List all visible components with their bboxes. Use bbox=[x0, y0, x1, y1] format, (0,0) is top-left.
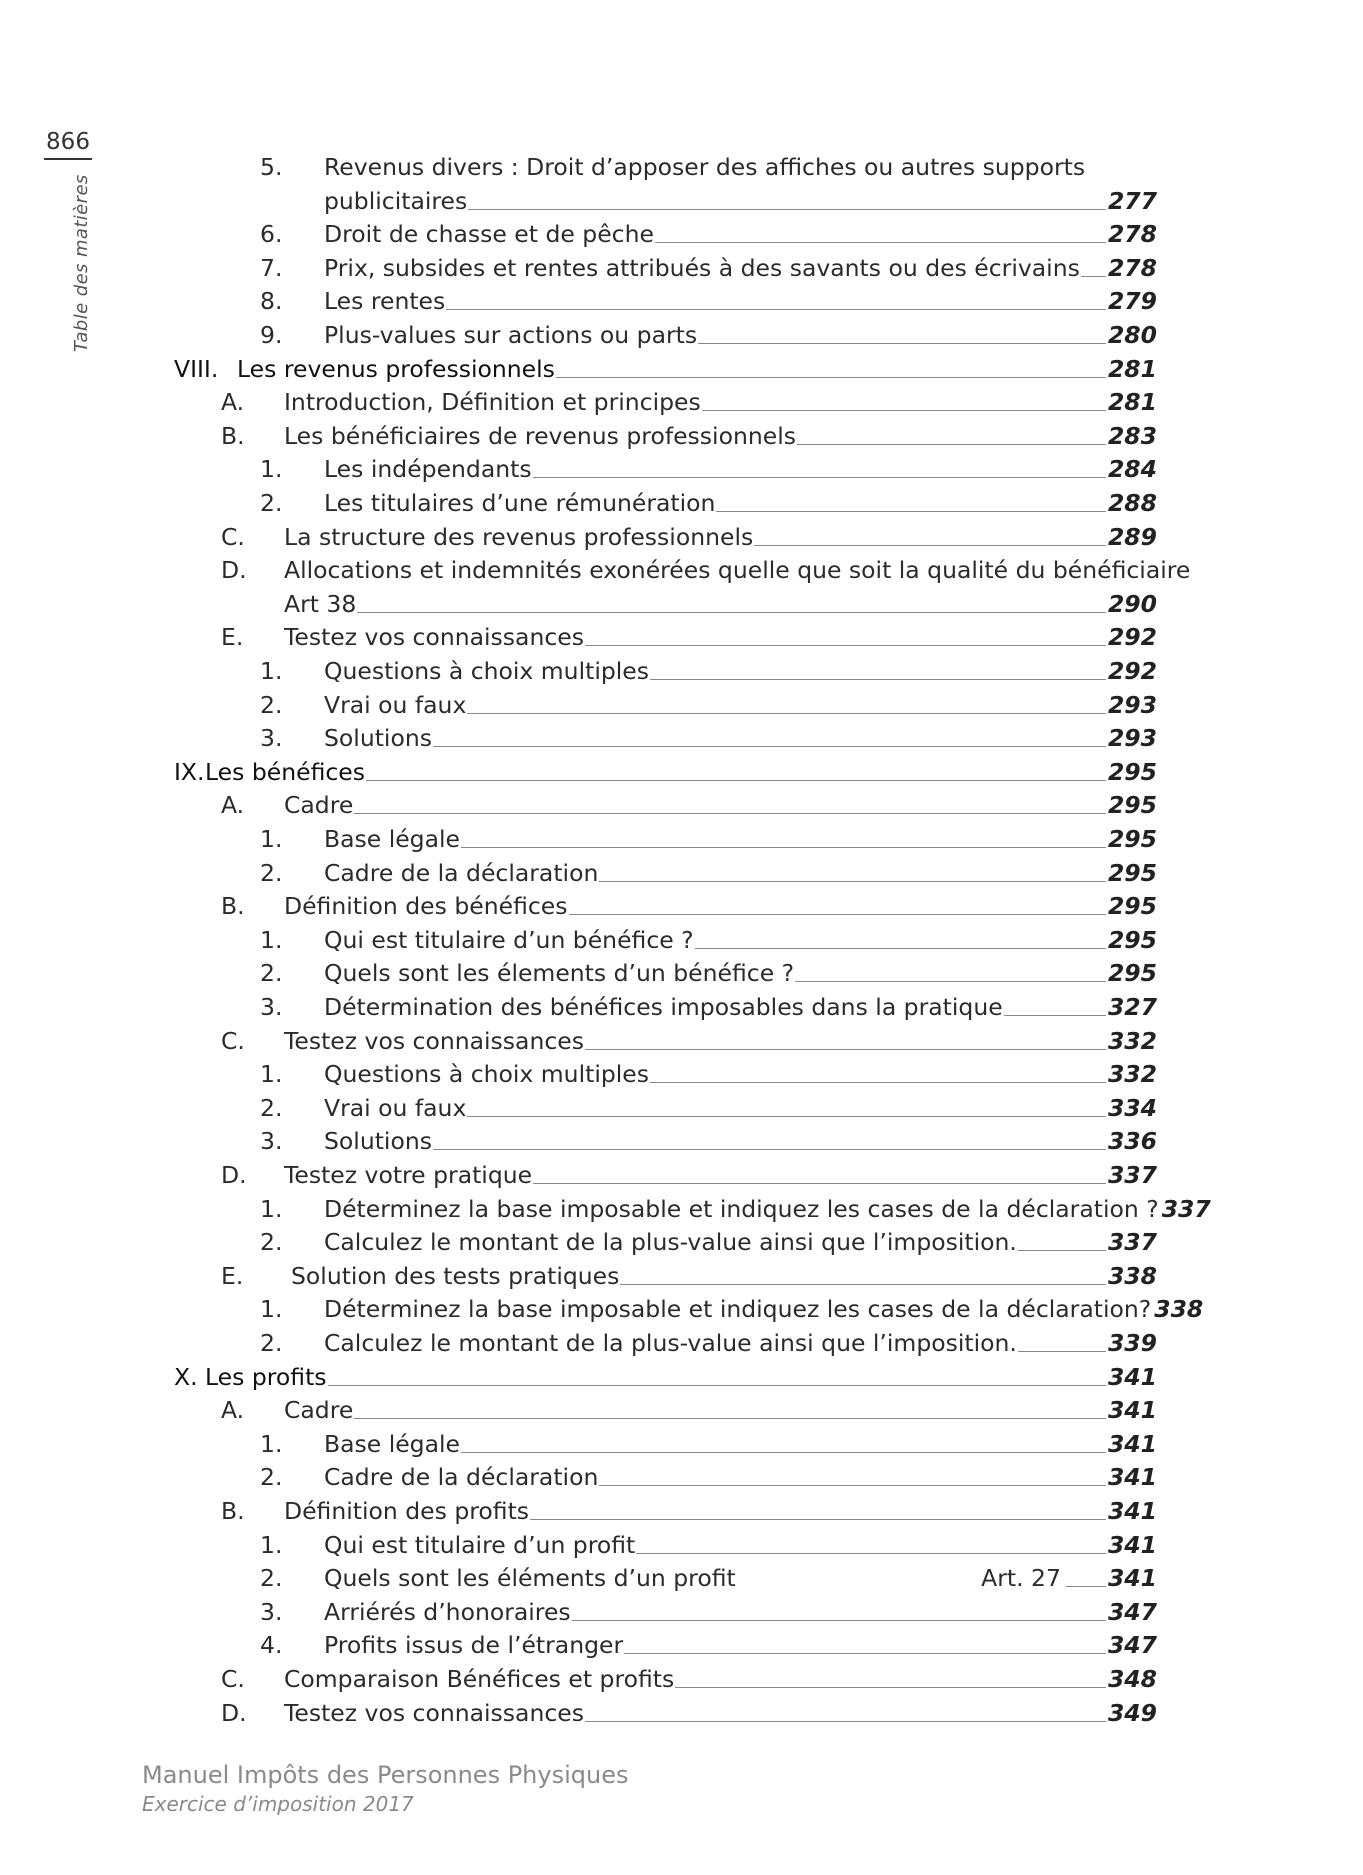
toc-entry bbox=[0, 184, 1363, 218]
toc-entry bbox=[0, 688, 1363, 722]
toc-entry-number: 3. bbox=[260, 1127, 283, 1156]
toc-entry-page: 292 bbox=[1107, 623, 1157, 652]
dot-leader bbox=[433, 1149, 1106, 1150]
dot-leader bbox=[467, 713, 1106, 714]
dot-leader bbox=[530, 1519, 1106, 1520]
toc-entry-title: Quels sont les élements d’un bénéfice ? bbox=[324, 959, 795, 988]
toc-entry-title: Les profits bbox=[205, 1362, 327, 1391]
dot-leader bbox=[461, 1452, 1106, 1453]
toc-entry bbox=[0, 1427, 1363, 1461]
toc-entry bbox=[0, 217, 1363, 251]
toc-entry-number: C. bbox=[221, 522, 245, 551]
toc-entry bbox=[0, 856, 1363, 890]
toc-entry-title: Testez vos connaissances bbox=[284, 1026, 584, 1055]
toc-entry bbox=[0, 452, 1363, 486]
toc-entry-number: 1. bbox=[260, 657, 283, 685]
toc-entry-title: Les bénéfices bbox=[205, 757, 366, 786]
toc-entry-number: 1. bbox=[260, 1060, 283, 1089]
toc-entry-number: 2. bbox=[260, 858, 283, 887]
toc-entry-title: Déterminez la base imposable et indiquez les cases de la déclaration? bbox=[324, 1295, 1152, 1324]
toc-entry bbox=[0, 1259, 1363, 1293]
toc-entry-number: 2. bbox=[260, 959, 283, 988]
toc-entry-number: 2. bbox=[260, 1228, 283, 1257]
dot-leader bbox=[533, 477, 1106, 478]
toc-entry-page: 327 bbox=[1107, 993, 1157, 1021]
toc-entry-title: Cadre bbox=[284, 791, 354, 820]
toc-entry-number: 3. bbox=[260, 993, 283, 1021]
dot-leader bbox=[354, 813, 1106, 814]
toc-entry-number: A. bbox=[221, 791, 245, 820]
toc-entry-title: Questions à choix multiples bbox=[324, 657, 649, 685]
toc-entry-page: 295 bbox=[1107, 892, 1157, 921]
toc-entry-number: 1. bbox=[260, 1194, 283, 1223]
toc-entry-number: A. bbox=[221, 388, 245, 417]
toc-entry-number: 9. bbox=[260, 321, 283, 349]
toc-entry-number: IX. bbox=[174, 757, 205, 786]
dot-leader bbox=[467, 1116, 1106, 1117]
toc-entry bbox=[0, 284, 1363, 318]
dot-leader bbox=[366, 780, 1106, 781]
toc-entry-title: Art 38 bbox=[284, 589, 357, 618]
dot-leader bbox=[1018, 1351, 1106, 1352]
toc-entry-page: 277 bbox=[1107, 186, 1157, 215]
toc-entry-number: X. bbox=[174, 1362, 198, 1391]
toc-entry-page: 341 bbox=[1107, 1530, 1157, 1559]
toc-entry-title: Cadre de la déclaration bbox=[324, 1463, 599, 1492]
toc-entry-page: 280 bbox=[1107, 321, 1157, 349]
dot-leader bbox=[572, 1620, 1106, 1621]
toc-entry-title: Profits issus de l’étranger bbox=[324, 1631, 624, 1660]
toc-entry-title: Questions à choix multiples bbox=[324, 1060, 649, 1089]
toc-entry bbox=[0, 889, 1363, 923]
toc-entry-page: 293 bbox=[1107, 724, 1157, 753]
toc-entry-title: Droit de chasse et de pêche bbox=[324, 220, 654, 249]
dot-leader bbox=[599, 881, 1106, 882]
toc-entry-page: 288 bbox=[1107, 489, 1157, 517]
toc-entry-number: 3. bbox=[260, 724, 283, 753]
toc-entry-title: Plus-values sur actions ou parts bbox=[324, 321, 698, 349]
toc-entry-number: 2. bbox=[260, 1564, 283, 1593]
toc-entry-number: 2. bbox=[260, 1463, 283, 1492]
toc-entry-page: 295 bbox=[1107, 858, 1157, 887]
toc-entry-number: 2. bbox=[260, 690, 283, 719]
toc-entry bbox=[0, 1595, 1363, 1629]
toc-entry-page: 295 bbox=[1107, 757, 1157, 786]
toc-entry-title: Introduction, Définition et principes bbox=[284, 388, 701, 417]
toc-entry bbox=[0, 1662, 1363, 1696]
dot-leader bbox=[797, 444, 1106, 445]
toc-entry bbox=[0, 1628, 1363, 1662]
dot-leader bbox=[716, 511, 1106, 512]
toc-entry-number: VIII. bbox=[174, 354, 219, 383]
toc-entry-page: 278 bbox=[1107, 220, 1157, 249]
toc-entry-title: Qui est titulaire d’un bénéfice ? bbox=[324, 925, 694, 954]
toc-entry-page: 290 bbox=[1107, 589, 1157, 618]
toc-entry bbox=[0, 923, 1363, 957]
toc-entry bbox=[0, 1158, 1363, 1192]
toc-entry-title: Détermination des bénéfices imposables dans la pratique bbox=[324, 993, 1003, 1021]
toc-entry-page: 281 bbox=[1107, 388, 1157, 417]
toc-entry bbox=[0, 654, 1363, 688]
toc-entry-title: Calculez le montant de la plus-value ainsi que l’imposition. bbox=[324, 1228, 1017, 1257]
toc-entry bbox=[0, 990, 1363, 1024]
toc-entry-page: 292 bbox=[1107, 657, 1157, 685]
toc-entry-page: 337 bbox=[1107, 1228, 1157, 1257]
dot-leader bbox=[1066, 1586, 1106, 1587]
toc-entry-title: Solutions bbox=[324, 1127, 432, 1156]
toc-entry-page: 341 bbox=[1107, 1429, 1157, 1458]
toc-entry-page: 347 bbox=[1107, 1597, 1157, 1626]
toc-entry-number: 1. bbox=[260, 825, 283, 853]
toc-entry-number: 8. bbox=[260, 287, 283, 316]
toc-entry bbox=[0, 1561, 1363, 1595]
toc-entry-page: 341 bbox=[1107, 1362, 1157, 1391]
toc-entry-number: B. bbox=[221, 1497, 245, 1525]
dot-leader bbox=[702, 410, 1106, 411]
dot-leader bbox=[533, 1183, 1106, 1184]
toc-entry-number: E. bbox=[221, 1261, 244, 1290]
toc-entry-number: D. bbox=[221, 1161, 247, 1189]
toc-entry bbox=[0, 553, 1363, 587]
toc-entry-title: Solutions bbox=[324, 724, 432, 753]
toc-entry bbox=[0, 520, 1363, 554]
toc-entry-page: 284 bbox=[1107, 455, 1157, 484]
toc-entry-title: Les bénéficiaires de revenus professionnels bbox=[284, 421, 796, 450]
toc-entry-page: 341 bbox=[1107, 1463, 1157, 1492]
toc-entry-title: Déterminez la base imposable et indiquez les cases de la déclaration ? bbox=[324, 1194, 1159, 1223]
toc-entry-article-ref: Art. 27 bbox=[981, 1564, 1061, 1593]
toc-entry-title: Testez votre pratique bbox=[284, 1161, 533, 1189]
toc-entry-number: 1. bbox=[260, 1530, 283, 1559]
toc-entry-title: publicitaires bbox=[324, 186, 468, 215]
toc-entry-page: 279 bbox=[1107, 287, 1157, 316]
toc-entry-title: Les indépendants bbox=[324, 455, 532, 484]
toc-entry bbox=[0, 318, 1363, 352]
dot-leader bbox=[655, 242, 1106, 243]
toc-entry-title: Vrai ou faux bbox=[324, 1093, 467, 1122]
toc-entry-number: 1. bbox=[260, 1429, 283, 1458]
toc-entry-number: 4. bbox=[260, 1631, 283, 1660]
toc-entry-number: D. bbox=[221, 1698, 247, 1727]
toc-entry-title: Quels sont les éléments d’un profit bbox=[324, 1564, 736, 1593]
toc-entry-number: D. bbox=[221, 556, 247, 585]
toc-entry bbox=[0, 1393, 1363, 1427]
toc-entry-page: 347 bbox=[1107, 1631, 1157, 1660]
toc-entry-title: Vrai ou faux bbox=[324, 690, 467, 719]
dot-leader bbox=[585, 1049, 1106, 1050]
toc-entry-page: 337 bbox=[1161, 1194, 1211, 1223]
dot-leader bbox=[1018, 1250, 1106, 1251]
dot-leader bbox=[446, 309, 1106, 310]
toc-entry bbox=[0, 620, 1363, 654]
toc-entry bbox=[0, 755, 1363, 789]
toc-entry-page: 338 bbox=[1107, 1261, 1157, 1290]
dot-leader bbox=[624, 1653, 1106, 1654]
toc-entry-number: C. bbox=[221, 1665, 245, 1693]
toc-entry bbox=[0, 788, 1363, 822]
toc-entry-title: Testez vos connaissances bbox=[284, 623, 584, 652]
toc-entry-title: Prix, subsides et rentes attribués à des savants ou des écrivains bbox=[324, 253, 1080, 282]
toc-entry-page: 332 bbox=[1107, 1060, 1157, 1089]
dot-leader bbox=[650, 1082, 1106, 1083]
toc-entry bbox=[0, 1192, 1363, 1226]
toc-entry bbox=[0, 1225, 1363, 1259]
toc-entry-title: Qui est titulaire d’un profit bbox=[324, 1530, 636, 1559]
toc-entry bbox=[0, 419, 1363, 453]
dot-leader bbox=[585, 645, 1106, 646]
toc-entry bbox=[0, 1360, 1363, 1394]
toc-entry-page: 295 bbox=[1107, 791, 1157, 820]
toc-entry-page: 337 bbox=[1107, 1161, 1157, 1189]
dot-leader bbox=[468, 209, 1106, 210]
toc-entry bbox=[0, 385, 1363, 419]
toc-entry bbox=[0, 1024, 1363, 1058]
toc-entry-page: 334 bbox=[1107, 1093, 1157, 1122]
toc-entry-title: Arriérés d’honoraires bbox=[324, 1597, 571, 1626]
toc-entry bbox=[0, 721, 1363, 755]
toc-entry-number: 3. bbox=[260, 1597, 283, 1626]
running-head: Table des matières bbox=[71, 174, 92, 352]
toc-entry bbox=[0, 1124, 1363, 1158]
toc-entry-title: Solution des tests pratiques bbox=[291, 1261, 620, 1290]
toc-entry-page: 341 bbox=[1107, 1396, 1157, 1425]
toc-entry-title: La structure des revenus professionnels bbox=[284, 522, 754, 551]
toc-entry-page: 348 bbox=[1107, 1665, 1157, 1693]
dot-leader bbox=[636, 1553, 1106, 1554]
dot-leader bbox=[433, 746, 1106, 747]
toc-entry-number: E. bbox=[221, 623, 244, 652]
toc-entry bbox=[0, 956, 1363, 990]
toc-entry-title: Calculez le montant de la plus-value ainsi que l’imposition. bbox=[324, 1329, 1017, 1357]
toc-entry-page: 295 bbox=[1107, 825, 1157, 853]
toc-entry-number: 5. bbox=[260, 153, 283, 181]
dot-leader bbox=[695, 948, 1106, 949]
toc-entry-title: Base légale bbox=[324, 825, 460, 853]
toc-entry bbox=[0, 1528, 1363, 1562]
dot-leader bbox=[620, 1284, 1106, 1285]
toc-entry-page: 293 bbox=[1107, 690, 1157, 719]
toc-entry-number: 2. bbox=[260, 1093, 283, 1122]
toc-entry-page: 332 bbox=[1107, 1026, 1157, 1055]
toc-entry bbox=[0, 1057, 1363, 1091]
dot-leader bbox=[754, 545, 1106, 546]
toc-entry-title: Allocations et indemnités exonérées quelle que soit la qualité du bénéficiaire bbox=[284, 556, 1191, 585]
dot-leader bbox=[795, 981, 1106, 982]
toc-entry bbox=[0, 1326, 1363, 1360]
toc-entry-number: 1. bbox=[260, 1295, 283, 1324]
toc-entry-page: 281 bbox=[1107, 354, 1157, 383]
toc-entry bbox=[0, 352, 1363, 386]
toc-entry-page: 278 bbox=[1107, 253, 1157, 282]
toc-entry-number: 1. bbox=[260, 455, 283, 484]
toc-entry-number: 6. bbox=[260, 220, 283, 249]
dot-leader bbox=[1004, 1015, 1106, 1016]
dot-leader bbox=[675, 1687, 1106, 1688]
toc-entry bbox=[0, 1494, 1363, 1528]
toc-entry-number: 2. bbox=[260, 1329, 283, 1357]
toc-entry-title: Cadre de la déclaration bbox=[324, 858, 599, 887]
toc-entry-page: 295 bbox=[1107, 959, 1157, 988]
toc-entry bbox=[0, 251, 1363, 285]
toc-entry bbox=[0, 150, 1363, 184]
toc-entry bbox=[0, 1696, 1363, 1730]
toc-entry-page: 338 bbox=[1154, 1295, 1204, 1324]
dot-leader bbox=[599, 1485, 1106, 1486]
dot-leader bbox=[569, 914, 1106, 915]
toc-entry-number: 1. bbox=[260, 925, 283, 954]
footer-subtitle: Exercice d’imposition 2017 bbox=[142, 1792, 414, 1816]
toc-entry-title: Définition des bénéfices bbox=[284, 892, 568, 921]
toc-entry-title: Comparaison Bénéfices et profits bbox=[284, 1665, 675, 1693]
dot-leader bbox=[354, 1418, 1106, 1419]
toc-entry-number: 7. bbox=[260, 253, 283, 282]
toc-entry-title: Les titulaires d’une rémunération bbox=[324, 489, 716, 517]
dot-leader bbox=[1081, 276, 1106, 277]
toc-entry bbox=[0, 486, 1363, 520]
toc-entry bbox=[0, 1460, 1363, 1494]
toc-entry-page: 341 bbox=[1107, 1564, 1157, 1593]
toc-entry-number: 2. bbox=[260, 489, 283, 517]
footer-title: Manuel Impôts des Personnes Physiques bbox=[142, 1761, 629, 1789]
toc-entry-page: 341 bbox=[1107, 1497, 1157, 1525]
toc-entry-title: Cadre bbox=[284, 1396, 354, 1425]
dot-leader bbox=[328, 1385, 1106, 1386]
dot-leader bbox=[698, 343, 1106, 344]
toc-entry-title: Les revenus professionnels bbox=[237, 354, 555, 383]
toc-entry-page: 339 bbox=[1107, 1329, 1157, 1357]
dot-leader bbox=[650, 679, 1106, 680]
page-number: 866 bbox=[44, 129, 92, 160]
toc-entry bbox=[0, 1091, 1363, 1125]
toc-entry-page: 336 bbox=[1107, 1127, 1157, 1156]
dot-leader bbox=[556, 377, 1106, 378]
toc-entry-title: Revenus divers : Droit d’apposer des affiches ou autres supports bbox=[324, 153, 1086, 181]
toc-entry-page: 289 bbox=[1107, 522, 1157, 551]
toc-entry-number: B. bbox=[221, 421, 245, 450]
dot-leader bbox=[461, 847, 1106, 848]
toc-entry-page: 349 bbox=[1107, 1698, 1157, 1727]
toc-entry-number: C. bbox=[221, 1026, 245, 1055]
toc-entry-title: Base légale bbox=[324, 1429, 460, 1458]
dot-leader bbox=[585, 1721, 1106, 1722]
toc-entry bbox=[0, 1292, 1363, 1326]
toc-entry bbox=[0, 587, 1363, 621]
toc-entry-page: 295 bbox=[1107, 925, 1157, 954]
toc-entry-number: A. bbox=[221, 1396, 245, 1425]
toc-entry-page: 283 bbox=[1107, 421, 1157, 450]
toc-entry-number: B. bbox=[221, 892, 245, 921]
toc-entry bbox=[0, 822, 1363, 856]
toc-entry-title: Définition des profits bbox=[284, 1497, 530, 1525]
toc-entry-title: Les rentes bbox=[324, 287, 446, 316]
toc-entry-title: Testez vos connaissances bbox=[284, 1698, 584, 1727]
dot-leader bbox=[357, 612, 1106, 613]
